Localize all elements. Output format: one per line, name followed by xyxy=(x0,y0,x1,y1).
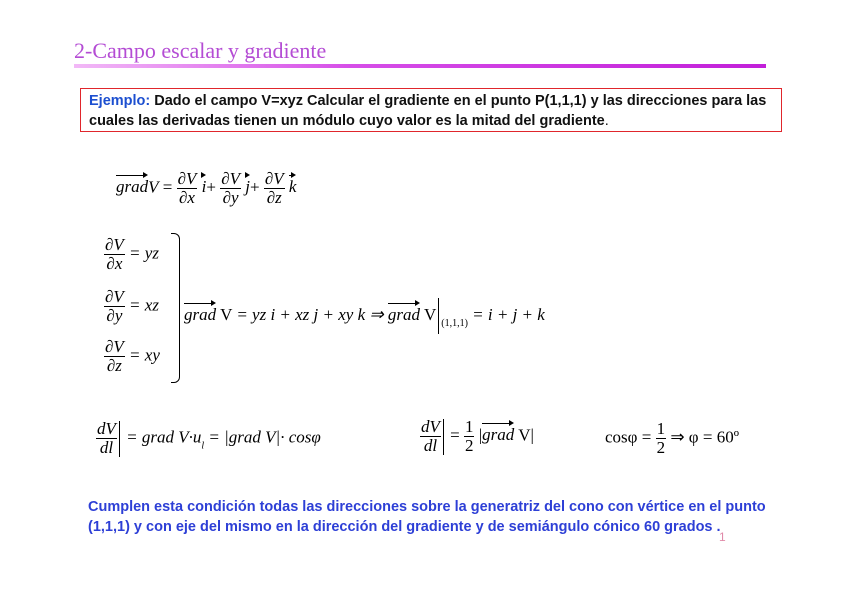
partial-y: $\frac{\partial V}{\partial y}$ = xz xyxy=(105,287,159,325)
title-underline xyxy=(74,64,766,68)
page-number: 1 xyxy=(719,530,726,544)
partial-x: $\frac{\partial V}{\partial x}$ = yz xyxy=(105,235,159,273)
half-gradient: $\frac{dV}{dl}$ = $\frac{1}{2}$ |grad V| xyxy=(421,417,534,455)
gradient-result: grad V = yz i + xz j + xy k ⇒ grad V $_{(1,1,1)}$ = i + j + k xyxy=(184,298,545,334)
example-text: Dado el campo V=xyz Calcular el gradiente en el punto P(1,1,1) y las direcciones para las cuales las derivadas tienen un módulo cuyo valor es la mitad del gradiente xyxy=(89,93,767,129)
slide-title: 2-Campo escalar y gradiente xyxy=(74,38,327,63)
partial-z: $\frac{\partial V}{\partial z}$ = xy xyxy=(105,337,160,375)
example-end: . xyxy=(604,113,609,129)
gradient-definition: gradV = $\frac{\partial V}{\partial x}$ i+ $\frac{\partial V}{\partial y}$ j+ $\frac{\partial V}{\partial z}$ k xyxy=(116,169,297,207)
right-brace xyxy=(171,233,180,383)
conclusion-text: Cumplen esta condición todas las direcciones sobre la generatriz del cono con vértice en el punto (1,1,1) y con eje del mismo en la dirección del gradiente y de semiángulo cónico 60 grados . xyxy=(88,499,766,535)
example-label: Ejemplo: xyxy=(89,93,151,109)
directional-derivative: $\frac{dV}{dl}$ = grad $V\cdot u_l$ = |grad V|· cosφ xyxy=(97,419,321,457)
angle-equation: cosφ = $\frac{1}{2}$ ⇒ φ = 60º xyxy=(605,419,739,457)
example-box xyxy=(80,88,782,132)
